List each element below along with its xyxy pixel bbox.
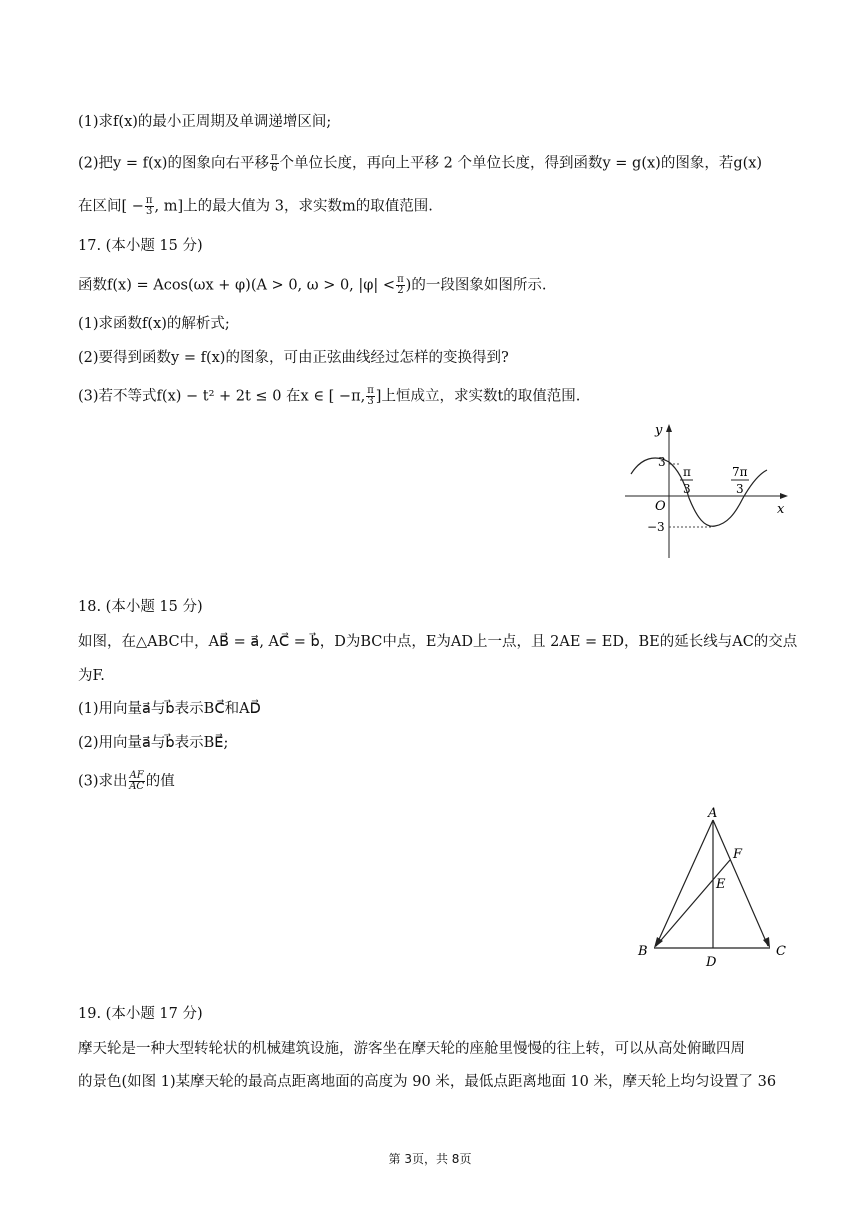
label-b: B [638, 944, 648, 959]
q19-line1: 摩天轮是一种大型转轮状的机械建筑设施，游客坐在摩天轮的座舱里慢慢的往上转，可以从高处俯瞰四周 [78, 1041, 745, 1057]
q18-heading: 18. (本小题 15 分) [78, 599, 203, 615]
label-e: E [716, 877, 726, 892]
label-c: C [776, 944, 786, 959]
x-tick-pi3-den: 3 [683, 482, 691, 496]
page-footer: 第 3页，共 8页 [388, 1152, 472, 1166]
fraction-pi-3: $\frac{\pi}{3}$ [145, 195, 153, 217]
x-axis-label: x [777, 502, 785, 517]
q19-heading: 19. (本小题 17 分) [78, 1006, 203, 1022]
fraction-pi-3b: $\frac{\pi}{3}$ [367, 385, 374, 407]
q17-part2: (2)要得到函数y = f(x)的图象，可由正弦曲线经过怎样的变换得到? [78, 350, 509, 366]
triangle-figure [630, 800, 800, 975]
x-tick-7pi3-num: 7π [732, 465, 748, 479]
q18-part1: (1)用向量a⃗与b⃗表示BC⃗和AD⃗ [78, 701, 261, 717]
q18-stem-line2: 为F. [78, 668, 105, 684]
q16-part2a: (2)把y = f(x)的图象向右平移 [78, 155, 269, 172]
q16-part2 [78, 153, 762, 174]
q18-stem-line1: 如图，在△ABC中，AB⃗ = a⃗, AC⃗ = b⃗，D为BC中点，E为AD上一点，且 2AE = ED，BE的延长线与AC的交点 [78, 634, 798, 650]
x-tick-7pi3-den: 3 [736, 482, 744, 496]
x-axis-arrow [780, 493, 788, 499]
fraction-pi-6: $\frac{\pi}{6}$ [270, 152, 278, 174]
cosine-graph [625, 418, 795, 563]
q17-heading: 17. (本小题 15 分) [78, 238, 203, 254]
q16-part1: (1)求f(x)的最小正周期及单调递增区间; [78, 114, 332, 130]
side-ab [656, 820, 713, 946]
label-f: F [733, 847, 743, 862]
origin-label: O [655, 499, 666, 514]
fraction-pi-2: $\frac{\pi}{2}$ [397, 274, 404, 296]
q16-part2b: 个单位长度，再向上平移 2 个单位长度，得到函数y = g(x)的图象，若g(x) [279, 155, 763, 172]
q18-part2: (2)用向量a⃗与b⃗表示BE⃗; [78, 735, 229, 751]
y-tick-neg3: −3 [647, 520, 665, 534]
label-a: A [708, 806, 718, 821]
y-axis-arrow [666, 424, 672, 432]
q16-part2-cont: 在区间[ − $\frac{\pi}{3}$ , m]上的最大值为 3，求实数m的取值范围. [78, 195, 433, 217]
y-tick-3: 3 [658, 455, 666, 469]
line-bf [656, 860, 730, 946]
label-d: D [706, 955, 717, 970]
q19-line2: 的景色(如图 1)某摩天轮的最高点距离地面的高度为 90 米，最低点距离地面 10 米，摩天轮上均匀设置了 36 [78, 1074, 777, 1090]
q17-stem: 函数f(x) = Acos(ωx + φ)(A > 0, ω > 0, |φ| < $\frac{\pi}{2}$ )的一段图象如图所示. [78, 274, 547, 296]
fraction-af-ac: $\frac{AF}{AC}$ [129, 770, 145, 792]
q17-part1: (1)求函数f(x)的解析式; [78, 316, 230, 332]
arrow-c [763, 937, 770, 948]
q17-part3: (3)若不等式f(x) − t² + 2t ≤ 0 在x ∈ [ −π, $\frac{\pi}{3}$ ]上恒成立，求实数t的取值范围. [78, 385, 581, 407]
y-axis-label: y [655, 423, 663, 438]
x-tick-pi3-num: π [683, 465, 691, 479]
q18-part3: (3)求出 $\frac{AF}{AC}$ 的值 [78, 770, 175, 792]
